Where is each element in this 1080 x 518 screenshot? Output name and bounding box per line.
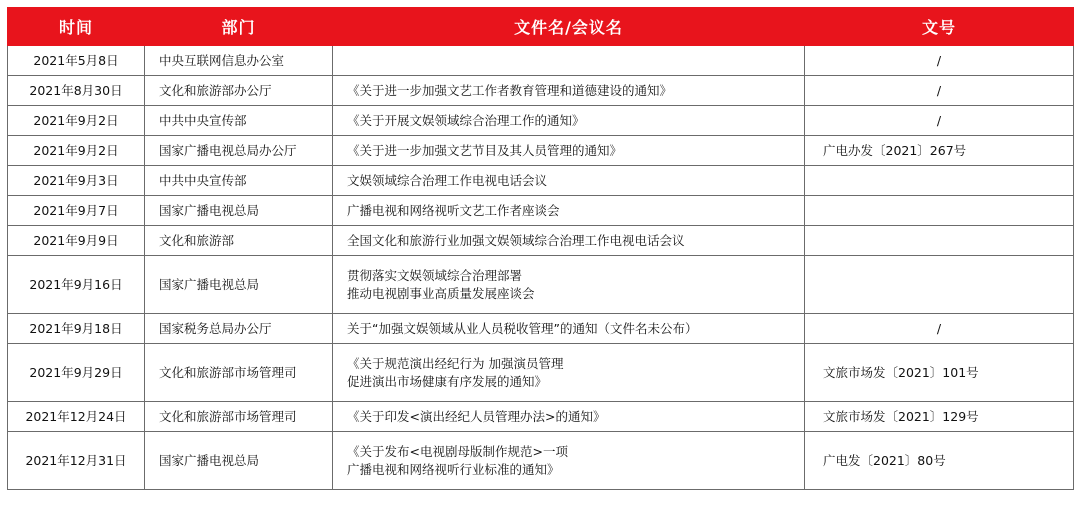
table-row bbox=[8, 256, 1074, 314]
cell-department: 中共中央宣传部 bbox=[145, 106, 333, 136]
table-row bbox=[8, 196, 1074, 226]
cell-department: 国家广播电视总局办公厅 bbox=[145, 136, 333, 166]
table-row bbox=[8, 136, 1074, 166]
table-header-row bbox=[8, 8, 1074, 46]
cell-document-number: / bbox=[805, 46, 1074, 76]
table-row bbox=[8, 344, 1074, 402]
cell-date: 2021年9月2日 bbox=[8, 136, 145, 166]
table-container bbox=[7, 7, 1073, 490]
cell-document-name bbox=[333, 106, 805, 136]
cell-date: 2021年9月7日 bbox=[8, 196, 145, 226]
cell-document-name bbox=[333, 344, 805, 402]
cell-date: 2021年5月8日 bbox=[8, 46, 145, 76]
cell-department: 中共中央宣传部 bbox=[145, 166, 333, 196]
table-row bbox=[8, 166, 1074, 196]
header-document-number: 文号 bbox=[805, 8, 1074, 46]
cell-document-number bbox=[805, 256, 1074, 314]
cell-document-name bbox=[333, 402, 805, 432]
cell-document-name bbox=[333, 256, 805, 314]
table-row bbox=[8, 46, 1074, 76]
cell-date: 2021年9月16日 bbox=[8, 256, 145, 314]
cell-department: 文化和旅游部 bbox=[145, 226, 333, 256]
cell-department: 文化和旅游部办公厅 bbox=[145, 76, 333, 106]
name-line: 《关于规范演出经纪行为 加强演员管理 bbox=[347, 355, 564, 371]
name-line: 《关于进一步加强文艺节目及其人员管理的通知》 bbox=[347, 142, 623, 158]
cell-department: 国家广播电视总局 bbox=[145, 256, 333, 314]
cell-document-number: 广电发〔2021〕80号 bbox=[805, 432, 1074, 490]
cell-date: 2021年9月3日 bbox=[8, 166, 145, 196]
cell-document-number: 文旅市场发〔2021〕101号 bbox=[805, 344, 1074, 402]
name-line: 《关于发布<电视剧母版制作规范>一项 bbox=[347, 443, 568, 459]
name-line: 广播电视和网络视听行业标准的通知》 bbox=[347, 461, 560, 477]
table-row bbox=[8, 432, 1074, 490]
cell-document-number: / bbox=[805, 314, 1074, 344]
cell-date: 2021年9月9日 bbox=[8, 226, 145, 256]
cell-department: 国家广播电视总局 bbox=[145, 196, 333, 226]
cell-date: 2021年12月24日 bbox=[8, 402, 145, 432]
cell-document-name bbox=[333, 136, 805, 166]
cell-document-number: 文旅市场发〔2021〕129号 bbox=[805, 402, 1074, 432]
cell-document-number bbox=[805, 196, 1074, 226]
cell-date: 2021年12月31日 bbox=[8, 432, 145, 490]
header-date: 时间 bbox=[8, 8, 145, 46]
cell-document-number bbox=[805, 166, 1074, 196]
cell-document-name bbox=[333, 166, 805, 196]
header-department: 部门 bbox=[145, 8, 333, 46]
cell-department: 国家广播电视总局 bbox=[145, 432, 333, 490]
name-line: 关于“加强文娱领域从业人员税收管理”的通知（文件名未公布） bbox=[347, 320, 698, 336]
name-line: 推动电视剧事业高质量发展座谈会 bbox=[347, 285, 535, 301]
name-line: 全国文化和旅游行业加强文娱领域综合治理工作电视电话会议 bbox=[347, 232, 685, 248]
cell-document-name bbox=[333, 314, 805, 344]
name-line: 广播电视和网络视听文艺工作者座谈会 bbox=[347, 202, 560, 218]
cell-document-name bbox=[333, 76, 805, 106]
table-row bbox=[8, 76, 1074, 106]
table-row bbox=[8, 402, 1074, 432]
cell-document-number bbox=[805, 226, 1074, 256]
cell-document-name bbox=[333, 226, 805, 256]
name-line: 文娱领域综合治理工作电视电话会议 bbox=[347, 172, 548, 188]
cell-department: 中央互联网信息办公室 bbox=[145, 46, 333, 76]
cell-date: 2021年9月29日 bbox=[8, 344, 145, 402]
name-line: 《关于进一步加强文艺工作者教育管理和道德建设的通知》 bbox=[347, 82, 673, 98]
cell-document-name bbox=[333, 46, 805, 76]
name-line: 《关于开展文娱领域综合治理工作的通知》 bbox=[347, 112, 585, 128]
cell-date: 2021年8月30日 bbox=[8, 76, 145, 106]
cell-date: 2021年9月2日 bbox=[8, 106, 145, 136]
cell-document-name bbox=[333, 196, 805, 226]
cell-department: 文化和旅游部市场管理司 bbox=[145, 344, 333, 402]
cell-document-number: / bbox=[805, 106, 1074, 136]
name-line: 促进演出市场健康有序发展的通知》 bbox=[347, 373, 548, 389]
policy-table bbox=[7, 7, 1074, 490]
cell-document-number: / bbox=[805, 76, 1074, 106]
header-document-name: 文件名/会议名 bbox=[333, 8, 805, 46]
table-row bbox=[8, 226, 1074, 256]
cell-document-number: 广电办发〔2021〕267号 bbox=[805, 136, 1074, 166]
name-line: 《关于印发<演出经纪人员管理办法>的通知》 bbox=[347, 408, 606, 424]
cell-date: 2021年9月18日 bbox=[8, 314, 145, 344]
table-row bbox=[8, 106, 1074, 136]
name-line: 贯彻落实文娱领域综合治理部署 bbox=[347, 267, 523, 283]
cell-department: 文化和旅游部市场管理司 bbox=[145, 402, 333, 432]
cell-document-name bbox=[333, 432, 805, 490]
cell-department: 国家税务总局办公厅 bbox=[145, 314, 333, 344]
table-row bbox=[8, 314, 1074, 344]
